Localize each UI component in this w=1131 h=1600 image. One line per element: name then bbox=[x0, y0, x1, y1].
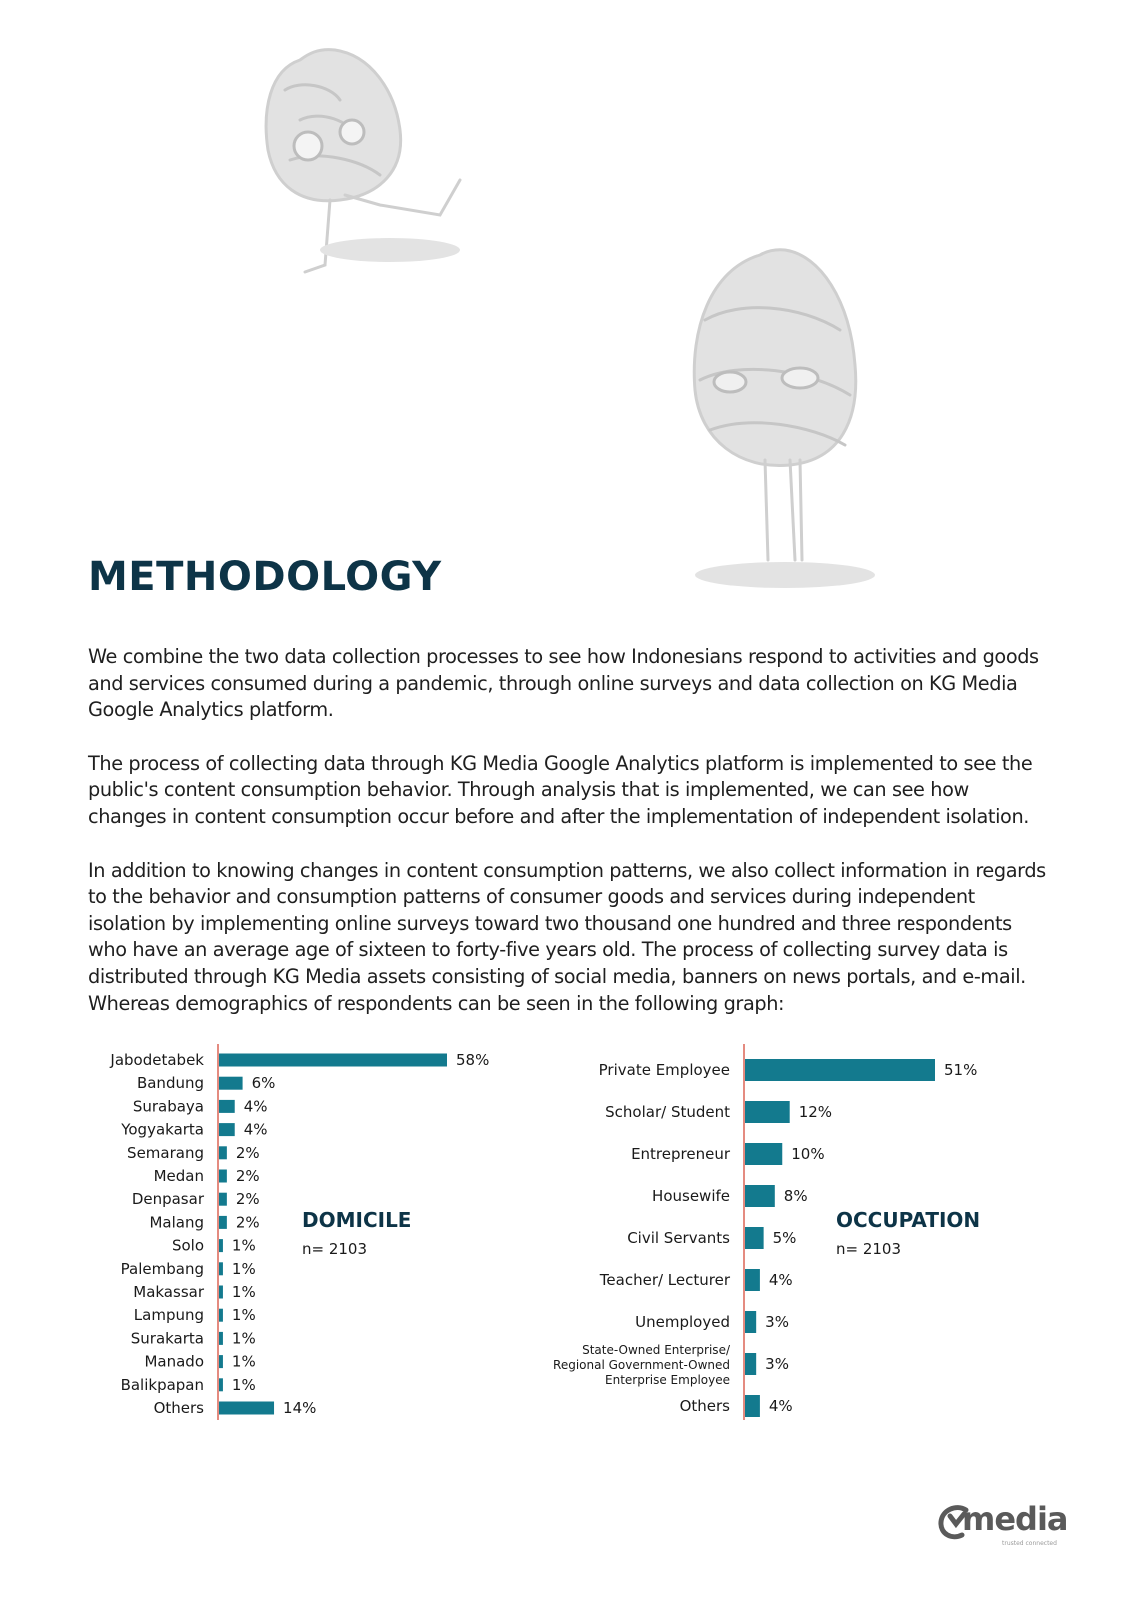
value-label: 5% bbox=[772, 1229, 797, 1247]
category-label: Others bbox=[679, 1397, 730, 1415]
bar bbox=[745, 1227, 764, 1249]
category-label: Unemployed bbox=[635, 1313, 730, 1331]
bar bbox=[219, 1170, 227, 1183]
bar bbox=[219, 1309, 223, 1322]
value-label: 3% bbox=[765, 1313, 789, 1331]
category-label: Housewife bbox=[652, 1187, 730, 1205]
value-label: 4% bbox=[243, 1120, 268, 1139]
bar bbox=[219, 1402, 274, 1415]
value-label: 1% bbox=[231, 1352, 256, 1371]
bar bbox=[219, 1332, 223, 1345]
category-label: Solo bbox=[171, 1236, 204, 1255]
bar bbox=[219, 1054, 447, 1067]
paragraph: In addition to knowing changes in content consumption patterns, we also collect information in regards to the behavior and consumption patterns of consumer goods and services during independent isolation by implementing online surveys toward two thousand one hundred and three respondents who have an average age of sixteen to forty-five years old. The process of collecting survey data is distributed through KG Media assets consisting of social media, banners on news portals, and e-mail. Whereas demographics of respondents can be seen in the following graph: bbox=[88, 858, 1046, 1015]
category-label: Lampung bbox=[133, 1306, 204, 1325]
bar bbox=[745, 1185, 775, 1207]
bar bbox=[745, 1311, 756, 1333]
value-label: 12% bbox=[798, 1103, 833, 1121]
category-label: Manado bbox=[144, 1352, 204, 1371]
category-label: Makassar bbox=[133, 1283, 204, 1301]
category-label: Teacher/ Lecturer bbox=[599, 1271, 730, 1289]
value-label: 1% bbox=[231, 1283, 256, 1301]
category-label: Yogyakarta bbox=[121, 1120, 204, 1139]
category-label: Balikpapan bbox=[120, 1375, 204, 1394]
bar bbox=[219, 1286, 223, 1299]
bar bbox=[745, 1395, 760, 1417]
bar bbox=[219, 1239, 223, 1252]
bar bbox=[219, 1193, 227, 1206]
value-label: 8% bbox=[783, 1187, 808, 1205]
bar bbox=[219, 1100, 235, 1113]
body-text bbox=[88, 644, 1048, 1044]
bar bbox=[219, 1146, 227, 1159]
value-label: 2% bbox=[235, 1213, 260, 1232]
category-label: Entrepreneur bbox=[631, 1145, 730, 1163]
paragraph: We combine the two data collection processes to see how Indonesians respond to activities and goods and services consumed during a pandemic, through online surveys and data collection on KG Media Google Analytics platform. bbox=[88, 645, 1039, 722]
page-title: METHODOLOGY bbox=[88, 554, 442, 600]
logo-tagline: trusted connected bbox=[1002, 1540, 1057, 1547]
bar bbox=[745, 1143, 782, 1165]
category-label: Denpasar bbox=[131, 1190, 204, 1209]
value-label: 2% bbox=[235, 1143, 260, 1162]
category-label: Civil Servants bbox=[627, 1229, 730, 1247]
paragraph: The process of collecting data through KG Media Google Analytics platform is implemented to see the public's content consumption behavior. Through analysis that is implemented, we can see how changes in content consumption occur before and after the implementation of independent isolation. bbox=[88, 751, 1033, 828]
category-label: Bandung bbox=[136, 1074, 204, 1093]
bar bbox=[745, 1269, 760, 1291]
value-label: 4% bbox=[768, 1271, 793, 1289]
demographics-charts bbox=[0, 1040, 1131, 1460]
category-label: Private Employee bbox=[598, 1061, 730, 1079]
value-label: 2% bbox=[235, 1167, 260, 1185]
category-label: Semarang bbox=[127, 1143, 204, 1162]
category-label: Malang bbox=[149, 1213, 204, 1232]
category-label: Scholar/ Student bbox=[605, 1103, 730, 1121]
value-label: 51% bbox=[944, 1061, 978, 1079]
bar bbox=[219, 1216, 227, 1229]
chart-title: DOMICILE bbox=[302, 1208, 412, 1232]
value-label: 1% bbox=[231, 1329, 256, 1348]
category-label: Others bbox=[153, 1399, 204, 1417]
chart-subtitle: n= 2103 bbox=[302, 1240, 368, 1258]
category-label: Jabodetabek bbox=[110, 1051, 204, 1069]
bar bbox=[219, 1077, 243, 1090]
bar bbox=[219, 1355, 223, 1368]
value-label: 14% bbox=[283, 1399, 317, 1417]
bar bbox=[745, 1353, 756, 1375]
value-label: 1% bbox=[231, 1306, 256, 1325]
kg-media-logo bbox=[936, 1500, 1076, 1560]
value-label: 1% bbox=[231, 1375, 256, 1394]
category-label: Surabaya bbox=[132, 1097, 204, 1116]
bar bbox=[745, 1101, 790, 1123]
value-label: 58% bbox=[456, 1051, 490, 1069]
bar bbox=[745, 1059, 935, 1081]
value-label: 4% bbox=[768, 1397, 793, 1415]
category-label: Surakarta bbox=[130, 1329, 204, 1348]
value-label: 1% bbox=[231, 1236, 256, 1255]
logo-wordmark: media bbox=[962, 1500, 1068, 1538]
chart-title: OCCUPATION bbox=[836, 1208, 981, 1232]
value-label: 6% bbox=[251, 1074, 276, 1093]
category-label: Medan bbox=[153, 1167, 204, 1185]
domicile-chart bbox=[109, 1044, 489, 1420]
value-label: 4% bbox=[243, 1097, 268, 1116]
chart-subtitle: n= 2103 bbox=[836, 1240, 902, 1258]
scribble-creatures-illustration bbox=[0, 0, 1131, 640]
category-label: Palembang bbox=[120, 1259, 204, 1278]
bar bbox=[219, 1123, 235, 1136]
value-label: 1% bbox=[231, 1259, 256, 1278]
value-label: 2% bbox=[235, 1190, 260, 1209]
value-label: 3% bbox=[765, 1355, 789, 1373]
bar bbox=[219, 1262, 223, 1275]
value-label: 10% bbox=[791, 1145, 825, 1163]
category-label: State-Owned Enterprise/ Regional Government-Owned Enterprise Employee bbox=[553, 1343, 730, 1387]
occupation-chart bbox=[553, 1044, 980, 1420]
bar bbox=[219, 1378, 223, 1391]
